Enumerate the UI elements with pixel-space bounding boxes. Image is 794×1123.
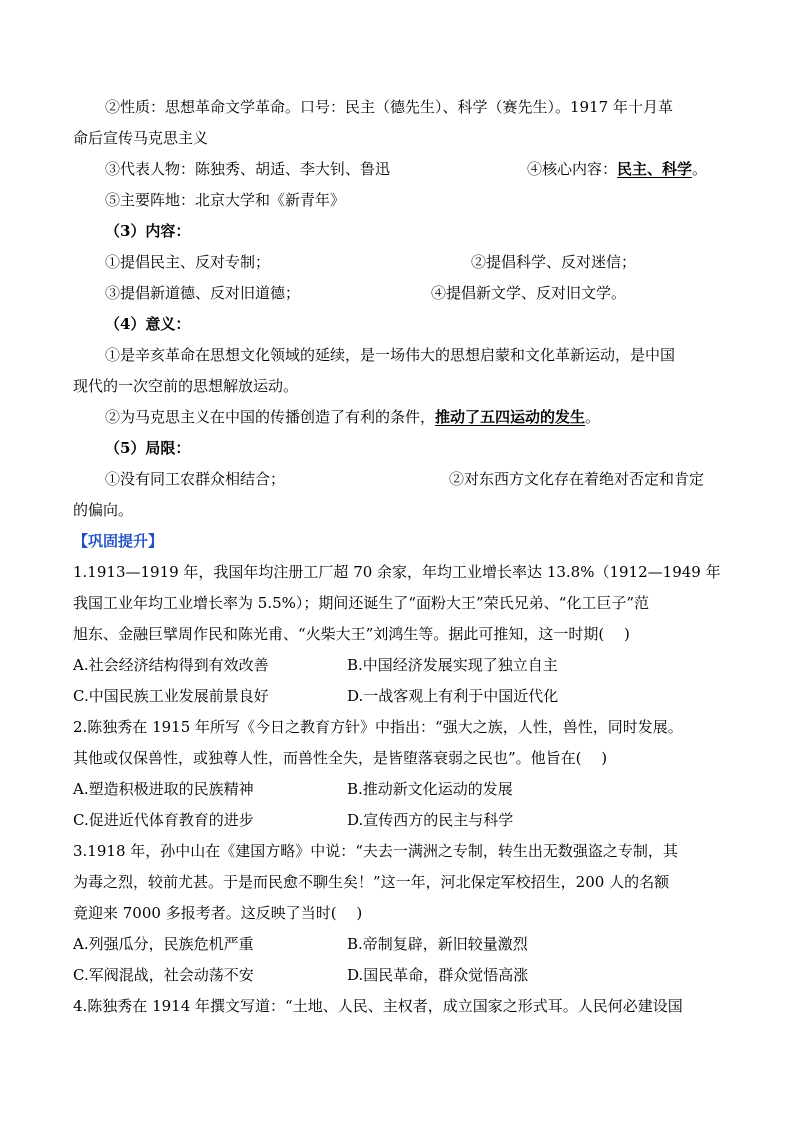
content-heading: （3）内容：	[105, 222, 191, 240]
content-item-2: ②提倡科学、反对迷信；	[471, 253, 637, 271]
figures-left: ③代表人物：陈独秀、胡适、李大钊、鲁迅	[105, 160, 391, 178]
significance-p2-suffix: 。	[585, 408, 601, 426]
significance-p2-text: ②为马克思主义在中国的传播创造了有利的条件，	[105, 408, 436, 426]
q2-option-c: C.促进近代体育教育的进步	[73, 811, 254, 829]
section-title: 【巩固提升】	[73, 532, 164, 550]
significance-heading: （4）意义：	[105, 315, 191, 333]
q1-line-1: 1.1913—1919 年，我国年均注册工厂超 70 余家，年均工业增长率达 13.8%（1912—1949 年	[73, 563, 721, 581]
limits-heading: （5）局限：	[105, 439, 191, 457]
core-content-suffix: 。	[692, 160, 708, 178]
content-item-3: ③提倡新道德、反对旧道德；	[105, 284, 301, 302]
significance-p1-line-1: ①是辛亥革命在思想文化领域的延续，是一场伟大的思想启蒙和文化革新运动，是中国	[105, 346, 676, 364]
significance-p2-emphasis: 推动了五四运动的发生	[435, 408, 586, 426]
q2-option-b: B.推动新文化运动的发展	[347, 780, 513, 798]
figures-right	[527, 159, 707, 179]
q3-option-b: B.帝制复辟，新旧较量激烈	[347, 935, 528, 953]
q2-option-a: A.塑造积极进取的民族精神	[73, 780, 254, 798]
significance-p2	[105, 407, 600, 427]
significance-p1-line-2: 现代的一次空前的思想解放运动。	[73, 377, 299, 395]
limits-item-2-line-2: 的偏向。	[73, 501, 134, 519]
main-base: ⑤主要阵地：北京大学和《新青年》	[105, 191, 346, 209]
content-item-1: ①提倡民主、反对专制；	[105, 253, 271, 271]
q1-option-a: A.社会经济结构得到有效改善	[73, 656, 269, 674]
q2-line-2: 其他或仅保兽性，或独尊人性，而兽性全失，是皆堕落衰弱之民也”。他旨在( )	[73, 749, 608, 767]
q1-option-d: D.一战客观上有利于中国近代化	[347, 687, 559, 705]
q3-option-c: C.军阀混战，社会动荡不安	[73, 966, 254, 984]
q3-line-3: 竟迎来 7000 多报考者。这反映了当时( )	[73, 904, 363, 922]
q3-option-d: D.国民革命，群众觉悟高涨	[347, 966, 529, 984]
q1-option-c: C.中国民族工业发展前景良好	[73, 687, 269, 705]
q1-option-b: B.中国经济发展实现了独立自主	[347, 656, 558, 674]
q3-option-a: A.列强瓜分，民族危机严重	[73, 935, 254, 953]
content-item-4: ④提倡新文学、反对旧文学。	[431, 284, 627, 302]
q2-line-1: 2.陈独秀在 1915 年所写《今日之教育方针》中指出：“强大之族，人性，兽性，同时发展。	[73, 718, 683, 736]
q4-line-1: 4.陈独秀在 1914 年撰文写道：“土地、人民、主权者，成立国家之形式耳。人民何必建设国	[73, 997, 683, 1015]
nature-line-2: 命后宣传马克思主义	[73, 129, 209, 147]
q2-option-d: D.宣传西方的民主与科学	[347, 811, 514, 829]
limits-item-1: ①没有同工农群众相结合；	[105, 470, 286, 488]
q3-line-1: 3.1918 年，孙中山在《建国方略》中说：“夫去一满洲之专制，转生出无数强盗之专制，其	[73, 842, 678, 860]
core-content-emphasis: 民主、科学	[617, 160, 693, 178]
nature-line-1: ②性质：思想革命文学革命。口号：民主（德先生）、科学（赛先生）。1917 年十月革	[105, 98, 673, 116]
q3-line-2: 为毒之烈，较前尤甚。于是而民愈不聊生矣！”这一年，河北保定军校招生，200 人的名额	[73, 873, 670, 891]
q1-line-2: 我国工业年均工业增长率为 5.5%）；期间还诞生了“面粉大王”荣氏兄弟、“化工巨子”范	[73, 594, 650, 612]
limits-item-2-line-1: ②对东西方文化存在着绝对否定和肯定	[449, 470, 705, 488]
core-content-label: ④核心内容：	[527, 160, 618, 178]
q1-line-3: 旭东、金融巨擘周作民和陈光甫、“火柴大王”刘鸿生等。据此可推知，这一时期( )	[73, 625, 630, 643]
